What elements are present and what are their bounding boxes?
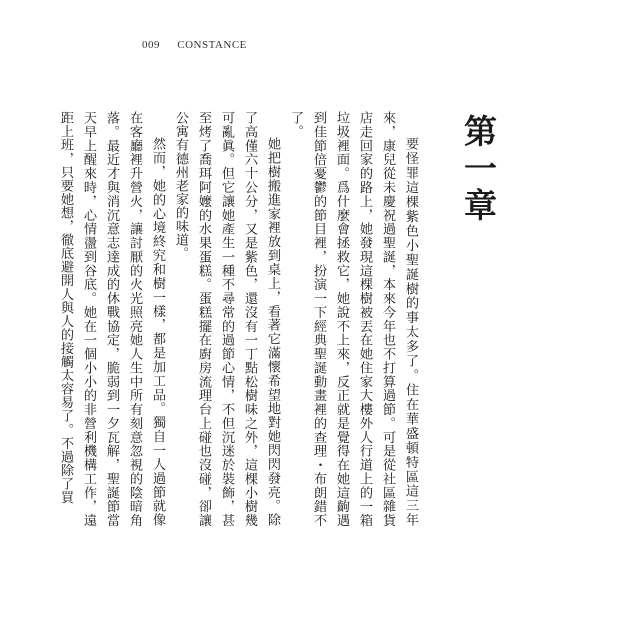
paragraph: 要怪罪這棵紫色小聖誕樹的事太多了。住在華盛頓特區這三年來，康兒從未慶祝過聖誕，本來今年也不打算過節。可是從社區雜貨店走回家的路上，她發現這棵樹被丟在她住家大樓外人行道上的一箱垃圾裡面。爲什麼會拯救它，她說不上來，反正就是覺得在她這齣遇到佳節倍憂鬱的節目裡，扮演一下經典聖誕動畫裡的查理・布朗錯不了。: [288, 111, 418, 527]
page-number: 009: [142, 39, 160, 51]
paragraph: 然而，她的心境終究和樹一樣，都是加工品。獨自一人過節就像在客廳裡升營火，讓討厭的火光照亮她人生中所有刻意忽視的陰暗角落。最近才與消沉意志達成的休戰協定，脆弱到一夕瓦解，聖誕節當天早上醒來時，心情盪到谷底。她在一個小小的非營利機構工作，遠距上班，只要她想，徹底避開人與人的接觸太容易了。不過除了買: [58, 111, 165, 527]
running-title: CONSTANCE: [177, 39, 247, 51]
body-text: [58, 111, 422, 527]
page-header: [142, 39, 247, 51]
paragraph: 她把樹搬進家裡放到桌上，看著它滿懷希望地對她閃閃發亮。除了高僅六十公分，又是紫色，還沒有一丁點松樹味之外，這棵小樹幾可亂眞。但它讓她產生一種不尋常的過節心情，不但沉迷於裝飾，甚至烤了喬珥阿嬤的水果蛋糕。蛋糕擺在廚房流理台上碰也沒碰，卻讓公寓有德州老家的味道。: [173, 111, 280, 527]
chapter-title: 第一章: [459, 114, 498, 225]
